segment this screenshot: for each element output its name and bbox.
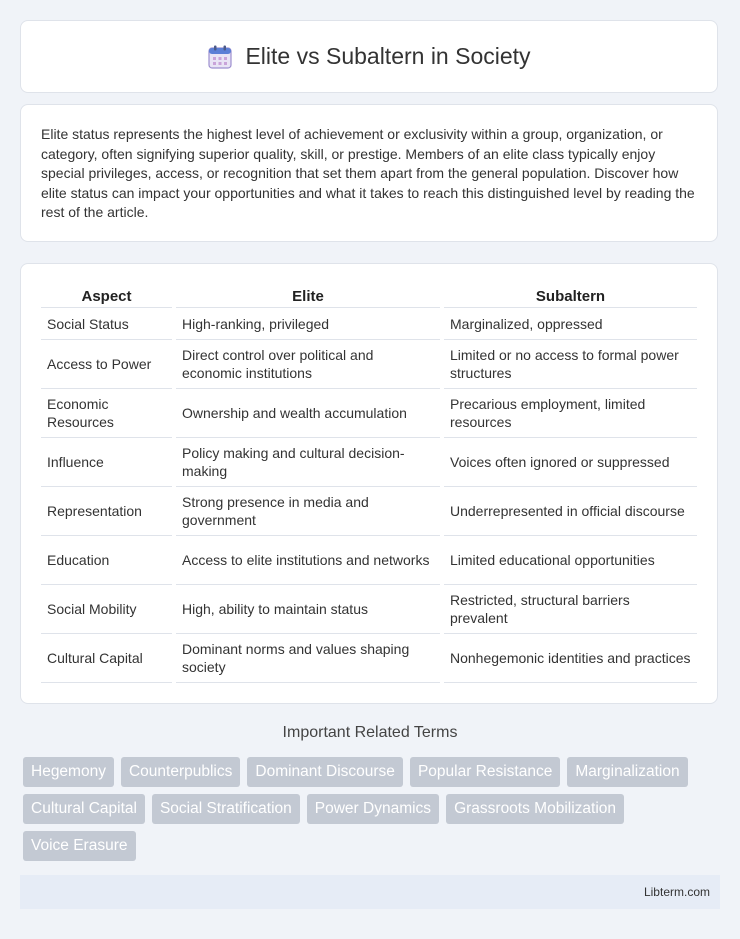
cell-subaltern: Nonhegemonic identities and practices bbox=[444, 634, 697, 683]
comparison-table-card bbox=[20, 263, 718, 704]
cell-aspect: Social Status bbox=[41, 308, 172, 340]
table-header-row bbox=[41, 282, 697, 308]
cell-subaltern: Limited or no access to formal power structures bbox=[444, 340, 697, 389]
table-row bbox=[41, 389, 697, 438]
header-subaltern: Subaltern bbox=[444, 282, 697, 308]
cell-aspect: Education bbox=[41, 536, 172, 585]
table-row bbox=[41, 487, 697, 536]
cell-subaltern: Underrepresented in official discourse bbox=[444, 487, 697, 536]
title-card bbox=[20, 20, 718, 93]
cell-aspect: Influence bbox=[41, 438, 172, 487]
related-term-tag[interactable]: Marginalization bbox=[567, 757, 687, 787]
related-term-tag[interactable]: Voice Erasure bbox=[23, 831, 136, 861]
cell-elite: Direct control over political and economic institutions bbox=[176, 340, 440, 389]
cell-elite: High-ranking, privileged bbox=[176, 308, 440, 340]
cell-elite: High, ability to maintain status bbox=[176, 585, 440, 634]
page-title: Elite vs Subaltern in Society bbox=[245, 43, 531, 69]
cell-subaltern: Limited educational opportunities bbox=[444, 536, 697, 585]
cell-elite: Ownership and wealth accumulation bbox=[176, 389, 440, 438]
header-aspect: Aspect bbox=[41, 282, 172, 308]
table-row bbox=[41, 634, 697, 683]
cell-subaltern: Restricted, structural barriers prevalent bbox=[444, 585, 697, 634]
footer bbox=[20, 875, 720, 909]
cell-elite: Access to elite institutions and networks bbox=[176, 536, 440, 585]
cell-elite: Dominant norms and values shaping society bbox=[176, 634, 440, 683]
intro-card bbox=[20, 104, 718, 242]
cell-subaltern: Marginalized, oppressed bbox=[444, 308, 697, 340]
intro-text: Elite status represents the highest level of achievement or exclusivity within a group, organization, or category, often signifying superior quality, skill, or prestige. Members of an elite class typically enjoy special privileges, access, or recognition that set them apart from the general population. Discover how elite status can impact your opportunities and what it takes to reach this distinguished level by reading the rest of the article. bbox=[41, 126, 695, 220]
related-term-tag[interactable]: Cultural Capital bbox=[23, 794, 145, 824]
related-term-tag[interactable]: Dominant Discourse bbox=[247, 757, 403, 787]
cell-aspect: Cultural Capital bbox=[41, 634, 172, 683]
table-row bbox=[41, 308, 697, 340]
footer-site-link[interactable]: Libterm.com bbox=[643, 885, 710, 899]
cell-subaltern: Precarious employment, limited resources bbox=[444, 389, 697, 438]
table-row bbox=[41, 585, 697, 634]
cell-aspect: Representation bbox=[41, 487, 172, 536]
related-term-tag[interactable]: Hegemony bbox=[23, 757, 114, 787]
cell-elite: Policy making and cultural decision-making bbox=[176, 438, 440, 487]
header-elite: Elite bbox=[176, 282, 440, 308]
table-row bbox=[41, 536, 697, 585]
related-term-tag[interactable]: Power Dynamics bbox=[307, 794, 439, 824]
cell-aspect: Social Mobility bbox=[41, 585, 172, 634]
cell-elite: Strong presence in media and government bbox=[176, 487, 440, 536]
related-terms-list bbox=[23, 757, 723, 861]
table-row bbox=[41, 438, 697, 487]
calendar-icon bbox=[207, 44, 233, 70]
comparison-table bbox=[37, 282, 701, 683]
related-term-tag[interactable]: Grassroots Mobilization bbox=[446, 794, 624, 824]
cell-aspect: Access to Power bbox=[41, 340, 172, 389]
related-terms-title: Important Related Terms bbox=[282, 724, 458, 741]
related-term-tag[interactable]: Social Stratification bbox=[152, 794, 300, 824]
related-term-tag[interactable]: Popular Resistance bbox=[410, 757, 560, 787]
cell-aspect: Economic Resources bbox=[41, 389, 172, 438]
table-row bbox=[41, 340, 697, 389]
related-term-tag[interactable]: Counterpublics bbox=[121, 757, 240, 787]
cell-subaltern: Voices often ignored or suppressed bbox=[444, 438, 697, 487]
